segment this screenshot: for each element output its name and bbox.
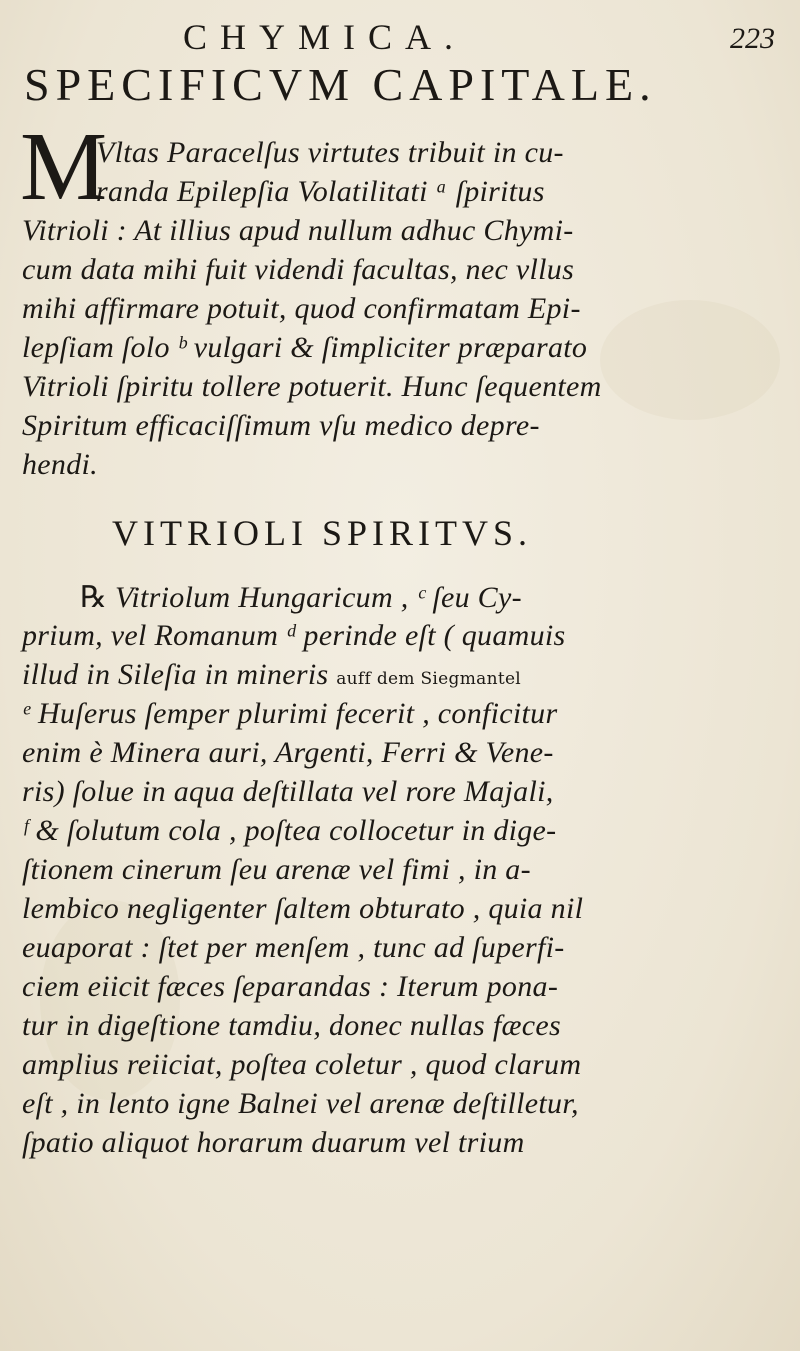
text-line: ſpatio aliquot horarum duarum vel trium bbox=[22, 1126, 525, 1159]
text-line: Vltas Paracelſus virtutes tribuit in cu- bbox=[96, 136, 564, 169]
text-line: hendi. bbox=[22, 448, 98, 481]
drop-cap: M bbox=[20, 113, 108, 221]
text-line: Vitrioli : At illius apud nullum adhuc Chymi- bbox=[22, 214, 574, 247]
text-line: prium, vel Romanum ᵈ perinde eſt ( quamuis bbox=[22, 619, 566, 652]
chapter-title: SPECIFICVM CAPITALE. bbox=[24, 59, 657, 110]
text-line: randa Epilepſia Volatilitati ᵃ ſpiritus bbox=[96, 175, 545, 208]
running-title: CHYMICA. bbox=[183, 17, 467, 57]
fraktur-note: auff dem Siegmantel bbox=[336, 669, 522, 689]
page-number: 223 bbox=[730, 22, 775, 55]
text-line: ᶠ & ſolutum cola , poſtea collocetur in dige- bbox=[22, 814, 557, 847]
text-line: amplius reiiciat, poſtea coletur , quod clarum bbox=[22, 1048, 582, 1081]
text-line: enim è Minera auri, Argenti, Ferri & Vene- bbox=[22, 736, 554, 769]
text-line: lepſiam ſolo ᵇ vulgari & ſimpliciter præparato bbox=[22, 331, 588, 364]
paper-stain bbox=[600, 300, 780, 420]
text-line bbox=[80, 580, 522, 615]
recipe-symbol: ℞ bbox=[80, 581, 108, 614]
text-line: ᵉ Huſerus ſemper plurimi fecerit , conficitur bbox=[22, 697, 558, 730]
text-line: eſt , in lento igne Balnei vel arenæ deſtilletur, bbox=[22, 1087, 579, 1120]
text-line: euaporat : ſtet per menſem , tunc ad ſuperfi- bbox=[22, 931, 565, 964]
text-line: lembico negligenter ſaltem obturato , quia nil bbox=[22, 892, 584, 925]
text-line bbox=[22, 658, 521, 692]
text-line: tur in digeſtione tamdiu, donec nullas fæces bbox=[22, 1009, 561, 1042]
text-line-content: Vitriolum Hungaricum , ᶜ ſeu Cy- bbox=[115, 581, 522, 614]
section-title: VITRIOLI SPIRITVS. bbox=[112, 513, 532, 553]
running-head bbox=[0, 14, 800, 57]
text-line: ſtionem cinerum ſeu arenæ vel fimi , in a- bbox=[22, 853, 531, 886]
text-line: ris) ſolue in aqua deſtillata vel rore Majali, bbox=[22, 775, 554, 808]
text-line: mihi affirmare potuit, quod confirmatam Epi- bbox=[22, 292, 581, 325]
text-line: Vitrioli ſpiritu tollere potuerit. Hunc ſequentem bbox=[22, 370, 602, 403]
text-line-content: illud in Sileſia in mineris bbox=[22, 658, 329, 691]
text-line: ciem eiicit fæces ſeparandas : Iterum pona- bbox=[22, 970, 559, 1003]
text-line: Spiritum efficaciſſimum vſu medico depre- bbox=[22, 409, 540, 442]
text-line: cum data mihi fuit videndi facultas, nec vllus bbox=[22, 253, 575, 286]
